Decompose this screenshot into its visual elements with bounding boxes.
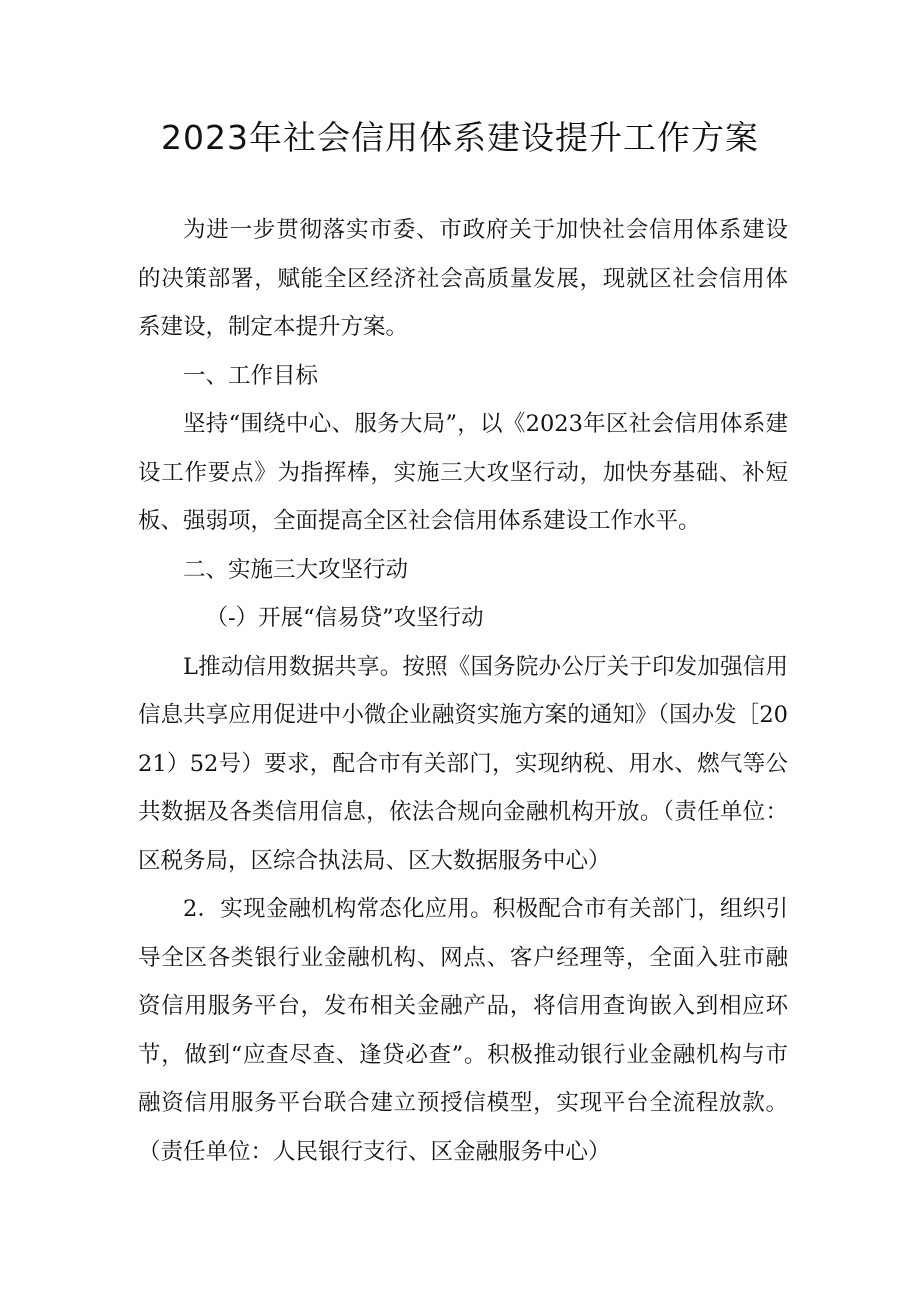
section-heading-goals: 一、工作目标 <box>183 362 319 389</box>
section-heading-actions: 二、实施三大攻坚行动 <box>183 556 409 583</box>
item-data-sharing: L推动信用数据共享。按照《国务院办公厅关于印发加强信用信息共享应用促进中小微企业融资实施方案的通知》（国办发［2021）52号）要求，配合市有关部门，实现纳税、用水、燃气等公共数据及各类信用信息，依法合规向金融机构开放。（责任单位：区税务局，区综合执法局、区大数据服务中心） <box>138 653 788 874</box>
document-title: 2023年社会信用体系建设提升工作方案 <box>161 118 759 157</box>
item-financial-institution-application: 2．实现金融机构常态化应用。积极配合市有关部门，组织引导全区各类银行业金融机构、网点、客户经理等，全面入驻市融资信用服务平台，发布相关金融产品，将信用查询嵌入到相应环节，做到“应查尽查、逢贷必查”。积极推动银行业金融机构与市融资信用服务平台联合建立预授信模型，实现平台全流程放款。（责任单位：人民银行支行、区金融服务中心） <box>138 896 788 1165</box>
subsection-heading-credit-loan: （-）开展“信易贷”攻坚行动 <box>205 605 484 631</box>
goals-paragraph: 坚持“围绕中心、服务大局”，以《2023年区社会信用体系建设工作要点》为指挥棒，实施三大攻坚行动，加快夯基础、补短板、强弱项，全面提高全区社会信用体系建设工作水平。 <box>138 411 788 534</box>
document-body <box>138 206 788 1176</box>
intro-paragraph: 为进一步贯彻落实市委、市政府关于加快社会信用体系建设的决策部署，赋能全区经济社会高质量发展，现就区社会信用体系建设，制定本提升方案。 <box>138 217 788 340</box>
